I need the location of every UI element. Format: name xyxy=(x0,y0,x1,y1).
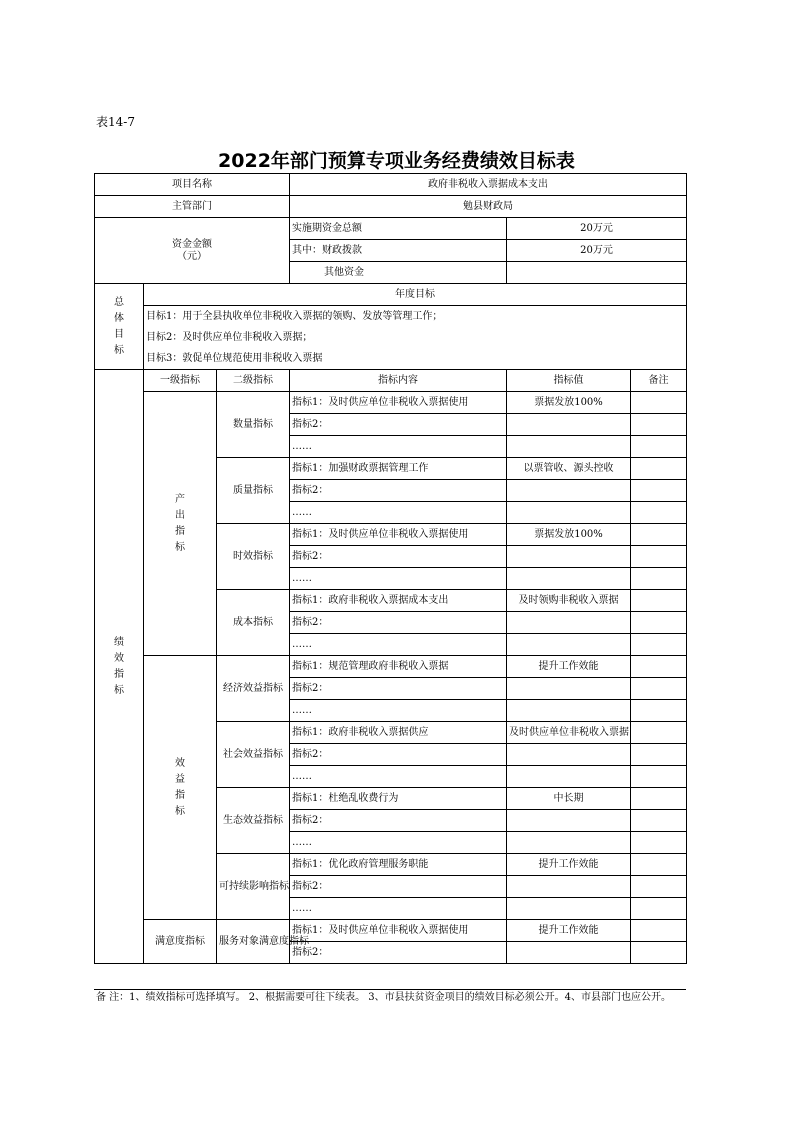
indicator-remark xyxy=(631,568,687,590)
funds-total-row xyxy=(95,218,687,240)
indicator-remark xyxy=(631,920,687,942)
benefit-label: 效益指标 xyxy=(175,757,185,817)
page-title: 2022年部门预算专项业务经费绩效目标表 xyxy=(218,150,575,172)
indicator-header: 指标内容 xyxy=(290,370,507,392)
indicator-remark xyxy=(631,502,687,524)
output-label: 产出指标 xyxy=(175,493,185,553)
indicator-value: 提升工作效能 xyxy=(507,854,631,876)
indicator-value xyxy=(507,414,631,436)
indicator-remark xyxy=(631,766,687,788)
indicator-content: 指标2： xyxy=(290,744,507,766)
department-label: 主管部门 xyxy=(95,196,290,218)
indicator-remark xyxy=(631,898,687,920)
indicator-content: 指标2： xyxy=(290,546,507,568)
indicator-content: …… xyxy=(290,568,507,590)
indicator-remark xyxy=(631,656,687,678)
table-number: 表14-7 xyxy=(96,115,135,129)
indicator-remark xyxy=(631,392,687,414)
funds-total-value: 20万元 xyxy=(507,218,687,240)
indicator-value xyxy=(507,810,631,832)
indicator-value: 票据发放100% xyxy=(507,524,631,546)
indicator-content: …… xyxy=(290,766,507,788)
indicator-content: 指标1：加强财政票据管理工作 xyxy=(290,458,507,480)
satisfaction-label: 满意度指标 xyxy=(144,920,217,964)
goal-1: 目标1：用于全县执收单位非税收入票据的领购、发放等管理工作； xyxy=(144,306,687,328)
indicator-content: 指标1：及时供应单位非税收入票据使用 xyxy=(290,392,507,414)
funds-label-cell xyxy=(95,218,290,284)
secondary-indicator: 可持续影响指标 xyxy=(217,854,290,920)
indicator-value xyxy=(507,898,631,920)
indicator-value: 及时供应单位非税收入票据 xyxy=(507,722,631,744)
benefit-label-cell xyxy=(144,656,217,920)
funds-label: 资金金额 xyxy=(172,238,212,250)
indicator-content: 指标1：及时供应单位非税收入票据使用 xyxy=(290,920,507,942)
indicator-content: …… xyxy=(290,700,507,722)
indicator-content: 指标2： xyxy=(290,678,507,700)
annual-target-label: 年度目标 xyxy=(144,284,687,306)
indicator-content: 指标2： xyxy=(290,612,507,634)
indicator-content: 指标1：杜绝乱收费行为 xyxy=(290,788,507,810)
indicator-content: 指标2： xyxy=(290,942,507,964)
indicator-remark xyxy=(631,524,687,546)
indicator-remark xyxy=(631,744,687,766)
indicator-content: …… xyxy=(290,502,507,524)
secondary-indicator: 经济效益指标 xyxy=(217,656,290,722)
indicator-value xyxy=(507,546,631,568)
indicator-header: 指标值 xyxy=(507,370,631,392)
goal-row xyxy=(95,348,687,370)
indicator-remark xyxy=(631,634,687,656)
goal-2: 目标2：及时供应单位非税收入票据； xyxy=(144,327,687,348)
indicator-value xyxy=(507,744,631,766)
secondary-indicator: 时效指标 xyxy=(217,524,290,590)
indicator-value xyxy=(507,502,631,524)
indicator-remark xyxy=(631,722,687,744)
goal-row xyxy=(95,327,687,348)
indicator-content: 指标2： xyxy=(290,810,507,832)
indicator-remark xyxy=(631,458,687,480)
performance-label-cell xyxy=(95,370,144,964)
funds-other-label: 其他资金 xyxy=(290,262,507,284)
indicator-value: 提升工作效能 xyxy=(507,656,631,678)
indicator-content: …… xyxy=(290,436,507,458)
indicator-remark xyxy=(631,810,687,832)
department-row xyxy=(95,196,687,218)
indicator-value xyxy=(507,876,631,898)
indicator-remark xyxy=(631,678,687,700)
indicator-content: …… xyxy=(290,898,507,920)
overall-label-cell xyxy=(95,284,144,370)
indicator-value xyxy=(507,612,631,634)
indicator-value: 票据发放100% xyxy=(507,392,631,414)
indicator-row xyxy=(95,656,687,678)
performance-label: 绩效指标 xyxy=(114,636,124,696)
indicator-value xyxy=(507,678,631,700)
funds-fiscal-label: 其中：财政拨款 xyxy=(290,240,507,262)
secondary-indicator: 生态效益指标 xyxy=(217,788,290,854)
output-label-cell xyxy=(144,392,217,656)
funds-fiscal-value: 20万元 xyxy=(507,240,687,262)
indicator-remark xyxy=(631,700,687,722)
overall-label: 总体目标 xyxy=(114,296,124,356)
secondary-indicator: 社会效益指标 xyxy=(217,722,290,788)
indicator-remark xyxy=(631,480,687,502)
indicator-value: 及时领购非税收入票据 xyxy=(507,590,631,612)
indicator-value xyxy=(507,634,631,656)
indicator-remark xyxy=(631,436,687,458)
indicator-header: 一级指标 xyxy=(144,370,217,392)
indicator-value xyxy=(507,480,631,502)
funds-total-label: 实施期资金总额 xyxy=(290,218,507,240)
indicator-content: 指标2： xyxy=(290,480,507,502)
indicator-header: 二级指标 xyxy=(217,370,290,392)
indicator-content: 指标1：优化政府管理服务职能 xyxy=(290,854,507,876)
indicator-value xyxy=(507,436,631,458)
indicator-remark xyxy=(631,942,687,964)
indicator-value xyxy=(507,700,631,722)
indicator-row xyxy=(95,392,687,414)
project-label: 项目名称 xyxy=(95,174,290,196)
indicator-content: …… xyxy=(290,832,507,854)
indicator-remark xyxy=(631,854,687,876)
indicator-value: 中长期 xyxy=(507,788,631,810)
indicator-remark xyxy=(631,612,687,634)
secondary-indicator: 成本指标 xyxy=(217,590,290,656)
indicator-remark xyxy=(631,788,687,810)
project-row xyxy=(95,174,687,196)
project-value: 政府非税收入票据成本支出 xyxy=(290,174,687,196)
indicator-value xyxy=(507,766,631,788)
indicator-value xyxy=(507,568,631,590)
indicator-remark xyxy=(631,876,687,898)
indicator-content: 指标1：政府非税收入票据供应 xyxy=(290,722,507,744)
indicator-remark xyxy=(631,414,687,436)
indicator-remark xyxy=(631,590,687,612)
indicator-content: …… xyxy=(290,634,507,656)
indicator-value xyxy=(507,942,631,964)
indicator-value: 以票管收、源头控收 xyxy=(507,458,631,480)
performance-target-table xyxy=(94,173,687,964)
indicator-row xyxy=(95,920,687,942)
indicator-value xyxy=(507,832,631,854)
indicator-value: 提升工作效能 xyxy=(507,920,631,942)
department-value: 勉县财政局 xyxy=(290,196,687,218)
secondary-indicator: 质量指标 xyxy=(217,458,290,524)
indicator-content: 指标1：规范管理政府非税收入票据 xyxy=(290,656,507,678)
indicator-header: 备注 xyxy=(631,370,687,392)
indicator-content: 指标2： xyxy=(290,414,507,436)
indicator-remark xyxy=(631,832,687,854)
goal-3: 目标3：敦促单位规范使用非税收入票据 xyxy=(144,348,687,370)
overall-header-row xyxy=(95,284,687,306)
satisfaction-sub: 服务对象满意度指标 xyxy=(217,920,290,964)
indicator-content: 指标1：政府非税收入票据成本支出 xyxy=(290,590,507,612)
goal-row xyxy=(95,306,687,328)
indicator-content: 指标2： xyxy=(290,876,507,898)
funds-other-value xyxy=(507,262,687,284)
secondary-indicator: 数量指标 xyxy=(217,392,290,458)
funds-unit: （元） xyxy=(177,250,207,262)
indicator-remark xyxy=(631,546,687,568)
indicator-header-row xyxy=(95,370,687,392)
indicator-content: 指标1：及时供应单位非税收入票据使用 xyxy=(290,524,507,546)
footnote: 备 注：1、绩效指标可选择填写。 2、根据需要可往下续表。 3、市县扶贫资金项目的绩效目标必须公开。4、市县部门也应公开。 xyxy=(96,992,671,1003)
